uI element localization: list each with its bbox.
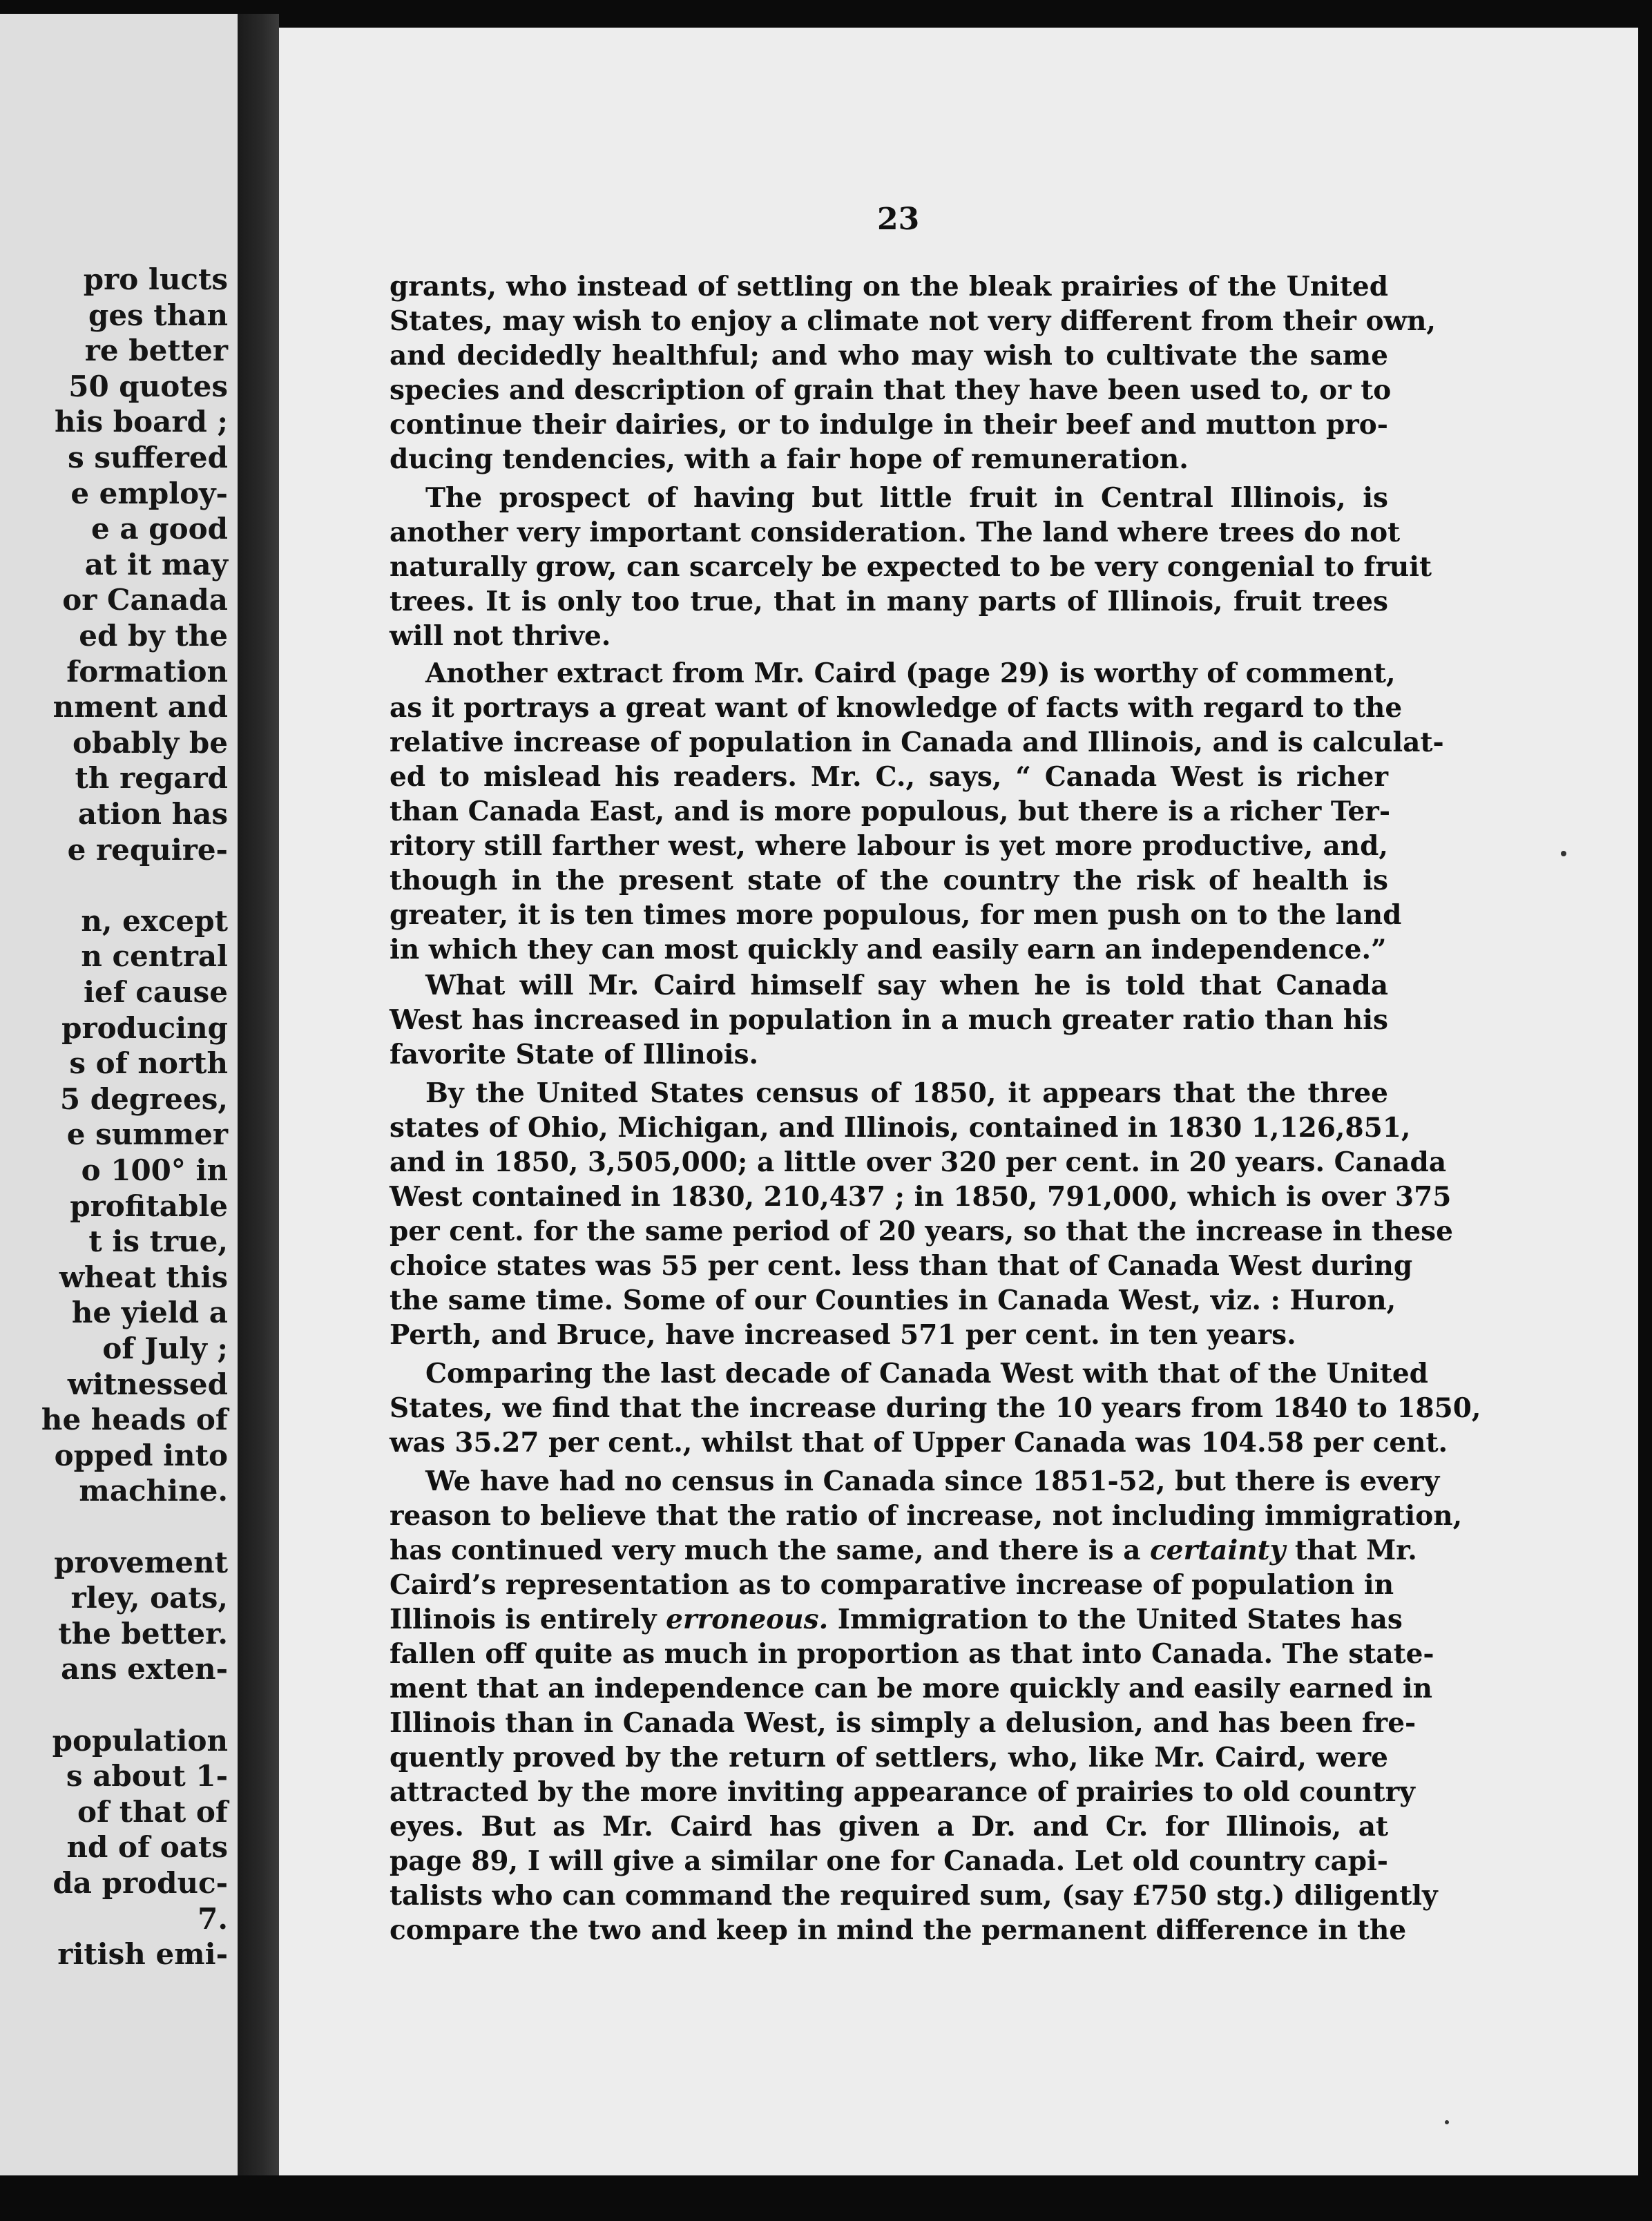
- facing-page-line: profitable: [70, 1189, 228, 1223]
- text-line: West has increased in population in a much greater ratio than his: [390, 1004, 1388, 1036]
- text-line: By the United States census of 1850, it appears that the three: [425, 1077, 1388, 1109]
- emphasis-text: erroneous.: [666, 1604, 829, 1635]
- text-line: has continued very much the same, and there is a certainty that Mr.: [390, 1535, 1417, 1566]
- text-line: naturally grow, can scarcely be expected to be very congenial to fruit: [390, 551, 1432, 583]
- text-line: West contained in 1830, 210,437 ; in 1850, 791,000, which is over 375: [390, 1181, 1452, 1213]
- text-line: reason to believe that the ratio of increase, not including immigration,: [390, 1500, 1463, 1532]
- facing-page-line: he yield a: [71, 1296, 228, 1329]
- facing-page-line: ans exten-: [61, 1652, 228, 1686]
- facing-page-line: ritish emi-: [57, 1937, 228, 1971]
- text-line: and decidedly healthful; and who may wish to cultivate the same: [390, 340, 1388, 372]
- facing-page-line: ation has: [77, 797, 228, 831]
- book-gutter: [238, 14, 279, 2175]
- facing-page-line: the better.: [58, 1617, 228, 1651]
- facing-page-line: nment and: [52, 690, 228, 724]
- facing-page-line: e employ-: [70, 477, 228, 510]
- facing-page-line: t is true,: [88, 1224, 228, 1258]
- text-line: ed to mislead his readers. Mr. C., says, “ Canada West is richer: [390, 761, 1388, 793]
- text-line: compare the two and keep in mind the permanent difference in the: [390, 1914, 1407, 1946]
- facing-page-line: e require-: [67, 833, 228, 867]
- facing-page-line: th regard: [75, 761, 228, 795]
- text-line: attracted by the more inviting appearance of prairies to old country: [390, 1776, 1415, 1808]
- facing-page-line: o 100° in: [81, 1153, 228, 1187]
- facing-page-line: s suffered: [68, 441, 228, 474]
- text-line: grants, who instead of settling on the bleak prairies of the United: [390, 271, 1388, 302]
- text-line: favorite State of Illinois.: [390, 1039, 759, 1070]
- text-line: Another extract from Mr. Caird (page 29) is worthy of comment,: [425, 657, 1396, 689]
- facing-page-line: n central: [81, 939, 228, 973]
- facing-page-line: nd of oats: [66, 1830, 228, 1864]
- text-line: the same time. Some of our Counties in Canada West, viz. : Huron,: [390, 1285, 1396, 1316]
- text-line: and in 1850, 3,505,000; a little over 320 per cent. in 20 years. Canada: [390, 1146, 1447, 1178]
- facing-page-line: n, except: [81, 904, 228, 938]
- ink-speck: [1445, 2120, 1449, 2124]
- facing-page-line: da produc-: [52, 1866, 228, 1900]
- facing-page-line: or Canada: [62, 583, 228, 617]
- text-line: as it portrays a great want of knowledge of facts with regard to the: [390, 692, 1403, 724]
- facing-page-line: 7.: [198, 1902, 228, 1936]
- facing-page-line: he heads of: [41, 1403, 228, 1436]
- text-line: greater, it is ten times more populous, for men push on to the land: [390, 899, 1402, 931]
- text-line: continue their dairies, or to indulge in their beef and mutton pro-: [390, 409, 1388, 441]
- text-line: choice states was 55 per cent. less than that of Canada West during: [390, 1250, 1413, 1282]
- text-line: States, may wish to enjoy a climate not very different from their own,: [390, 305, 1437, 337]
- text-line: species and description of grain that they have been used to, or to: [390, 374, 1392, 406]
- facing-page-line: population: [52, 1724, 228, 1758]
- facing-page: [0, 14, 238, 2175]
- text-line: states of Ohio, Michigan, and Illinois, contained in 1830 1,126,851,: [390, 1112, 1411, 1144]
- facing-page-line: of that of: [77, 1795, 228, 1829]
- facing-page-line: provement: [54, 1546, 228, 1579]
- facing-page-line: ed by the: [79, 619, 228, 653]
- text-line: will not thrive.: [390, 620, 611, 652]
- text-line: Comparing the last decade of Canada West with that of the United: [425, 1358, 1428, 1390]
- text-line: though in the present state of the country the risk of health is: [390, 865, 1388, 896]
- text-line: ment that an independence can be more quickly and easily earned in: [390, 1673, 1433, 1704]
- facing-page-line: e a good: [91, 512, 228, 546]
- text-line: Illinois is entirely erroneous. Immigration to the United States has: [390, 1604, 1403, 1635]
- text-line: Illinois than in Canada West, is simply a delusion, and has been fre-: [390, 1707, 1416, 1739]
- facing-page-line: wheat this: [59, 1260, 228, 1294]
- facing-page-line: e summer: [66, 1117, 228, 1151]
- facing-page-line: producing: [61, 1011, 228, 1045]
- text-line: We have had no census in Canada since 1851-52, but there is every: [425, 1465, 1440, 1497]
- facing-page-line: his board ;: [55, 405, 228, 439]
- facing-page-line: 5 degrees,: [59, 1082, 228, 1116]
- facing-page-line: pro lucts: [83, 262, 228, 296]
- facing-page-line: ges than: [88, 298, 228, 332]
- facing-page-line: formation: [66, 655, 228, 689]
- text-line: quently proved by the return of settlers, who, like Mr. Caird, were: [390, 1742, 1388, 1773]
- facing-page-line: opped into: [54, 1439, 228, 1472]
- text-line: What will Mr. Caird himself say when he is told that Canada: [425, 970, 1388, 1001]
- facing-page-line: s of north: [69, 1046, 228, 1080]
- text-line: eyes. But as Mr. Caird has given a Dr. and Cr. for Illinois, at: [390, 1811, 1388, 1843]
- facing-page-line: ief cause: [83, 975, 228, 1009]
- facing-page-line: witnessed: [67, 1367, 228, 1401]
- facing-page-line: re better: [84, 334, 228, 367]
- text-line: page 89, I will give a similar one for Canada. Let old country capi-: [390, 1845, 1388, 1877]
- page-number: 23: [877, 202, 920, 237]
- facing-page-line: s about 1-: [66, 1759, 228, 1793]
- text-line: relative increase of population in Canada and Illinois, and is calculat-: [390, 727, 1444, 758]
- text-line: talists who can command the required sum, (say £750 stg.) diligently: [390, 1880, 1438, 1912]
- text-line: than Canada East, and is more populous, but there is a richer Ter-: [390, 796, 1391, 827]
- text-line: fallen off quite as much in proportion as that into Canada. The state-: [390, 1638, 1434, 1670]
- facing-page-line: machine.: [79, 1474, 228, 1508]
- ink-speck: [1561, 851, 1566, 856]
- text-line: Caird’s representation as to comparative increase of population in: [390, 1569, 1394, 1601]
- text-line: another very important consideration. The land where trees do not: [390, 517, 1401, 548]
- facing-page-line: at it may: [84, 548, 228, 581]
- facing-page-line: of July ;: [102, 1331, 228, 1365]
- text-line: per cent. for the same period of 20 years, so that the increase in these: [390, 1215, 1453, 1247]
- text-line: Perth, and Bruce, have increased 571 per cent. in ten years.: [390, 1319, 1296, 1351]
- facing-page-line: 50 quotes: [68, 369, 228, 403]
- text-line: ducing tendencies, with a fair hope of remuneration.: [390, 443, 1189, 475]
- text-line: in which they can most quickly and easily earn an independence.”: [390, 934, 1387, 965]
- facing-page-line: obably be: [72, 726, 228, 760]
- text-line: States, we find that the increase during the 10 years from 1840 to 1850,: [390, 1392, 1481, 1424]
- text-line: trees. It is only too true, that in many parts of Illinois, fruit trees: [390, 586, 1388, 617]
- facing-page-line: rley, oats,: [70, 1581, 228, 1615]
- text-line: The prospect of having but little fruit in Central Illinois, is: [425, 482, 1388, 514]
- emphasis-text: certainty: [1150, 1535, 1286, 1566]
- text-line: ritory still farther west, where labour is yet more productive, and,: [390, 830, 1388, 862]
- text-line: was 35.27 per cent., whilst that of Upper Canada was 104.58 per cent.: [390, 1427, 1448, 1459]
